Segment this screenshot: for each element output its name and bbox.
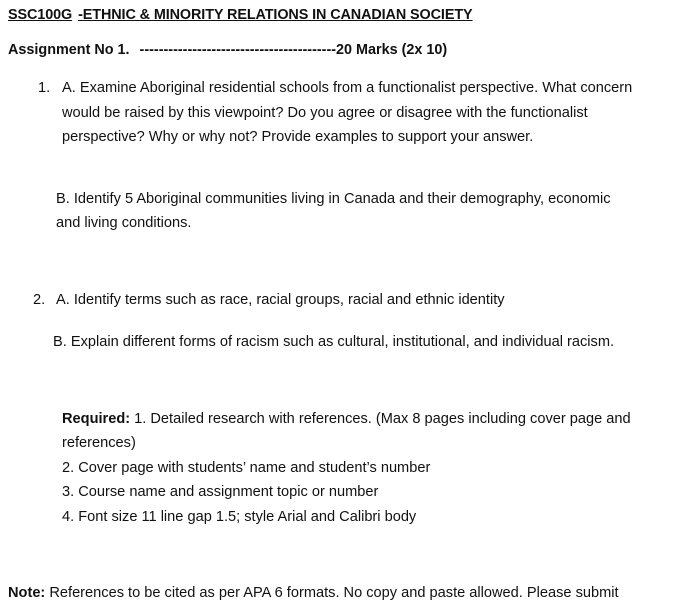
question-2b-line-1: B. Explain different forms of racism such as cultural, institutional, and individual racism.: [53, 334, 615, 350]
question-1a-line-1: A. Examine Aboriginal residential schools from a functionalist perspective. What concern: [62, 80, 633, 96]
required-item-4: 4. Font size 11 line gap 1.5; style Arial and Calibri body: [62, 509, 417, 525]
assignment-marks: 20 Marks (2x 10): [336, 42, 448, 58]
assignment-label: Assignment No 1.: [8, 42, 130, 58]
required-label: Required:: [62, 411, 131, 427]
note-label: Note:: [8, 585, 46, 601]
course-title: -ETHNIC & MINORITY RELATIONS IN CANADIAN SOCIETY: [78, 7, 473, 23]
question-1a-line-2: would be raised by this viewpoint? Do you agree or disagree with the functionalist: [62, 105, 588, 121]
question-2a-line-1: A. Identify terms such as race, racial groups, racial and ethnic identity: [56, 292, 505, 308]
assignment-dashes: -----------------------------------------: [139, 42, 337, 58]
question-1b-line-1: B. Identify 5 Aboriginal communities living in Canada and their demography, economic: [56, 191, 611, 207]
course-code: SSC100G: [8, 7, 73, 23]
document-title: [8, 3, 473, 27]
required-item-3: 3. Course name and assignment topic or number: [62, 484, 379, 500]
required-item-1-text: 1. Detailed research with references. (Max 8 pages including cover page and: [134, 411, 631, 427]
required-item-1-line-1: [62, 407, 631, 431]
question-1-number: 1.: [38, 80, 51, 96]
question-1b-line-2: and living conditions.: [56, 215, 192, 231]
note-line: [8, 581, 619, 605]
required-item-1-line-2: references): [62, 435, 136, 451]
question-1a-line-3: perspective? Why or why not? Provide examples to support your answer.: [62, 129, 534, 145]
assignment-heading: [8, 38, 447, 62]
question-2-number: 2.: [33, 292, 46, 308]
note-text: References to be cited as per APA 6 formats. No copy and paste allowed. Please submit: [49, 585, 619, 601]
required-item-2: 2. Cover page with students’ name and student’s number: [62, 460, 431, 476]
